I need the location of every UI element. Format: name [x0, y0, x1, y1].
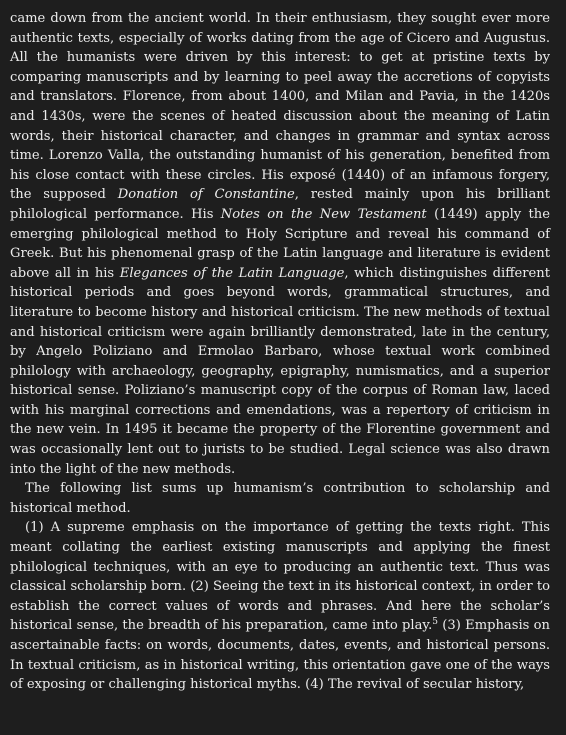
footnote-marker: 5 [432, 617, 438, 628]
text-run: (1) A supreme emphasis on the importance of getting the texts right. This meant collating the earliest existing manuscripts and applying the finest philological techniques, with an eye to producing an authentic text. Thus was classical scholarship born. (2) Seeing the text in its historical context, in order to establish the correct values of words and phrases. And here the scholar’s historical sense, the breadth of his preparation, came into play. [10, 520, 550, 634]
text-run: , rested mainly upon his brilliant philological performance. His [10, 187, 550, 222]
text-run: (3) Emphasis on ascertainable facts: on words, documents, dates, events, and historical persons. In textual criticism, as in historical writing, this orientation gave one of the ways of exposing or challenging historical myths. (4) The revival of secular history, [10, 618, 550, 693]
body-paragraph [10, 479, 550, 518]
document-page [10, 9, 550, 695]
body-paragraph [10, 9, 550, 479]
italic-title: Notes on the New Testament [220, 206, 427, 222]
text-run: (1449) apply the emerging philological method to Holy Scripture and reveal his command of Greek. But his phenomenal grasp of the Latin language and literature is evident above all in his [10, 206, 550, 281]
italic-title: Donation of Constantine [117, 187, 295, 203]
text-run: came down from the ancient world. In their enthusiasm, they sought ever more authentic texts, especially of works dating from the age of Cicero and Augustus. All the humanists were driven by this interest: to get at pristine texts by comparing manuscripts and by learning to peel away the accretions of copyists and translators. Florence, from about 1400, and Milan and Pavia, in the 1420s and 1430s, were the scenes of heated discussion about the meaning of Latin words, their historical character, and changes in grammar and syntax across time. Lorenzo Valla, the outstanding humanist of his generation, benefited from his close contact with these circles. His exposé (1440) of an infamous forgery, the supposed [10, 11, 550, 203]
text-run: The following list sums up humanism’s contribution to scholarship and historical method. [10, 481, 550, 516]
italic-title: Elegances of the Latin Language [119, 265, 345, 281]
text-run: , which distinguishes different historical periods and goes beyond words, grammatical structures, and literature to become history and historical criticism. The new methods of textual and historical criticism were again brilliantly demonstrated, late in the century, by Angelo Poliziano and Ermolao Barbaro, whose textual work combined philology with archaeology, geography, epigraphy, numismatics, and a superior historical sense. Poliziano’s manuscript copy of the corpus of Roman law, laced with his marginal corrections and emendations, was a repertory of criticism in the new vein. In 1495 it became the property of the Florentine government and was occasionally lent out to jurists to be studied. Legal science was also drawn into the light of the new methods. [10, 265, 550, 477]
body-paragraph [10, 518, 550, 694]
